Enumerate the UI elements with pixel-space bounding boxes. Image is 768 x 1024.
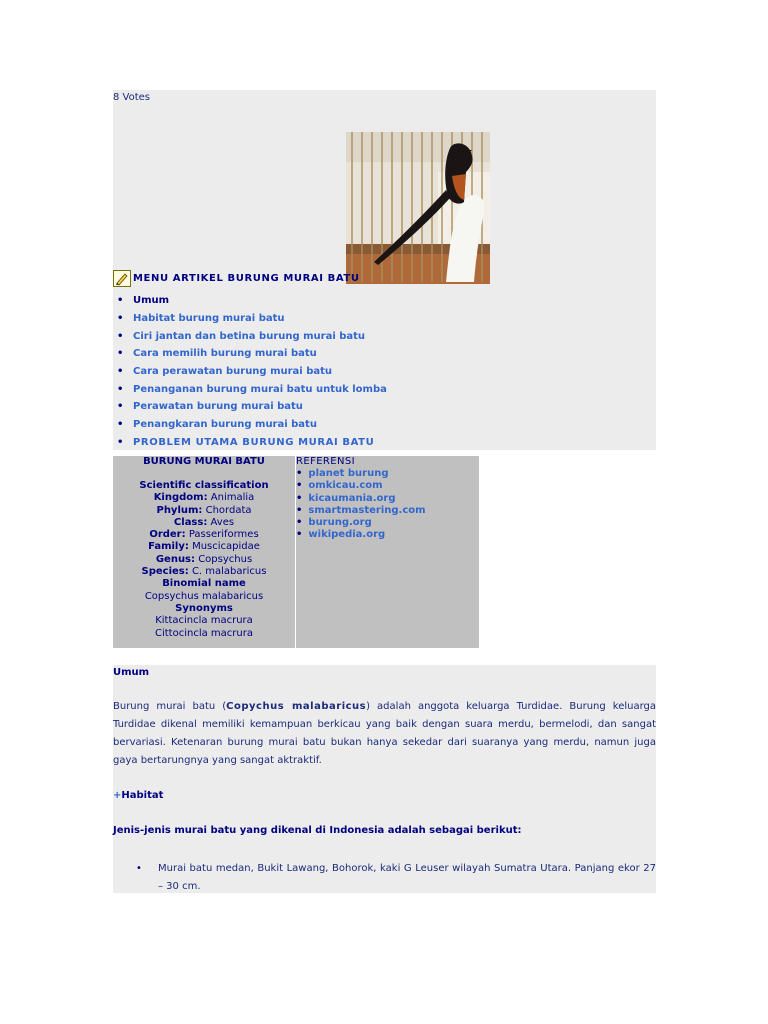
bullet-icon: • (117, 366, 124, 378)
edit-note-icon (113, 270, 131, 287)
bullet-icon: • (117, 383, 124, 395)
taxo-value: Muscicapidae (192, 541, 260, 553)
jenis-heading: Jenis-jenis murai batu yang dikenal di Indonesia adalah sebagai berikut: (113, 825, 522, 836)
menu-item-label: Cara memilih burung murai batu (133, 348, 317, 360)
menu-item-ciri[interactable] (113, 327, 387, 345)
bullet-icon: • (296, 492, 303, 504)
bullet-icon: • (296, 529, 303, 541)
menu-item-perawatan[interactable] (113, 363, 387, 381)
references-box (296, 456, 479, 648)
menu-item-problem[interactable] (113, 434, 387, 452)
section-heading-habitat[interactable] (113, 790, 163, 801)
taxo-label: Species: (141, 566, 189, 578)
reference-link[interactable] (296, 468, 479, 480)
taxo-label: Class: (173, 516, 208, 528)
taxo-row-kingdom (113, 492, 295, 504)
taxobox (113, 456, 295, 648)
taxo-label: Phylum: (156, 504, 203, 516)
taxo-label: Kingdom: (153, 492, 208, 504)
menu-item-label: Cara perawatan burung murai batu (133, 366, 333, 378)
menu-item-perawatan-2[interactable] (113, 398, 387, 416)
taxo-row-species (113, 566, 295, 578)
reference-link[interactable] (296, 529, 479, 541)
reference-link[interactable] (296, 505, 479, 517)
menu-item-label: Umum (133, 295, 170, 307)
para-text: ) adalah anggota keluarga Turdidae. Burung keluarga Turdidae dikenal memiliki kemampuan berkicau yang baik dengan suara merdu, bermelodi, dan sangat bervariasi. Ketenaran burung murai batu bukan hanya sekedar dari suaranya yang merdu, namun juga gaya bertarungnya yang sangat aktraktif. (113, 701, 657, 766)
spacer (113, 468, 295, 480)
bullet-icon: • (117, 401, 124, 413)
bullet-icon: • (117, 330, 124, 342)
taxo-row-order (113, 529, 295, 541)
binomial-label: Binomial name (162, 578, 246, 590)
bullet-icon: • (296, 480, 303, 492)
reference-label: smartmastering.com (308, 504, 426, 516)
menu-item-label: Penanganan burung murai batu untuk lomba (133, 383, 387, 395)
menu-item-label: Habitat burung murai batu (133, 313, 285, 325)
taxo-value: Passeriformes (188, 529, 259, 541)
taxo-value: C. malabaricus (191, 566, 267, 578)
list-item (136, 860, 656, 896)
synonym-item: Cittocincla macrura (155, 627, 253, 639)
taxo-row-genus (113, 554, 295, 566)
taxo-value: Chordata (205, 504, 252, 516)
menu-title-text: MENU ARTIKEL BURUNG MURAI BATU (133, 272, 360, 284)
synonyms-label: Synonyms (175, 602, 233, 614)
menu-item-label: Perawatan burung murai batu (133, 401, 303, 413)
bullet-icon: • (296, 468, 303, 479)
references-list (296, 468, 479, 542)
bullet-icon: • (117, 313, 124, 325)
taxo-label: Order: (149, 529, 186, 541)
references-heading: REFERENSI (296, 456, 355, 467)
menu-item-lomba[interactable] (113, 380, 387, 398)
taxo-value: Aves (210, 516, 235, 528)
taxo-value: Animalia (210, 492, 255, 504)
reference-link[interactable] (296, 480, 479, 492)
list-item-text: Murai batu medan, Bukit Lawang, Bohorok, kaki G Leuser wilayah Sumatra Utara. Panjang ekor 27 – 30 cm. (158, 863, 656, 892)
menu-item-habitat[interactable] (113, 310, 387, 328)
taxo-label: Family: (148, 541, 189, 553)
section-heading-umum: Umum (113, 667, 150, 678)
bullet-icon: • (117, 436, 124, 448)
habitat-heading-text: Habitat (121, 790, 164, 801)
reference-label: burung.org (308, 517, 372, 529)
bullet-icon: • (296, 504, 303, 516)
menu-item-label: Penangkaran burung murai batu (133, 419, 317, 431)
taxo-label: Genus: (155, 553, 196, 565)
jenis-list (136, 860, 656, 896)
reference-label: kicaumania.org (308, 492, 396, 504)
menu-item-label: PROBLEM UTAMA BURUNG MURAI BATU (133, 436, 375, 448)
intro-paragraph (113, 698, 656, 770)
reference-link[interactable] (296, 493, 479, 505)
bullet-icon: • (117, 295, 124, 307)
taxo-row-phylum (113, 505, 295, 517)
taxobox-heading: Scientific classification (139, 480, 269, 491)
taxo-row-family (113, 541, 295, 553)
bullet-icon: • (117, 348, 124, 360)
bullet-icon: • (117, 419, 124, 431)
expand-icon: + (113, 790, 122, 801)
menu-item-memilih[interactable] (113, 345, 387, 363)
menu-item-label: Ciri jantan dan betina burung murai batu (133, 330, 366, 342)
reference-label: planet burung (308, 468, 389, 479)
synonym-item: Kittacincla macrura (155, 615, 253, 627)
taxo-value: Copsychus (198, 553, 253, 565)
menu-item-penangkaran[interactable] (113, 416, 387, 434)
binomial-name: Copsychus malabaricus (144, 590, 264, 602)
taxobox-title: BURUNG MURAI BATU (143, 456, 265, 467)
taxo-row-class (113, 517, 295, 529)
bullet-icon: • (136, 863, 142, 874)
para-text: Burung murai batu ( (113, 701, 227, 712)
bullet-icon: • (296, 517, 303, 529)
article-menu (113, 292, 387, 451)
bird-photo (346, 132, 490, 284)
vote-count: 8 Votes (113, 92, 151, 103)
reference-label: omkicau.com (308, 480, 383, 492)
reference-label: wikipedia.org (308, 529, 386, 541)
species-name: Copychus malabaricus (226, 701, 367, 712)
menu-title (113, 270, 360, 286)
reference-link[interactable] (296, 517, 479, 529)
menu-item-umum[interactable] (113, 292, 387, 310)
